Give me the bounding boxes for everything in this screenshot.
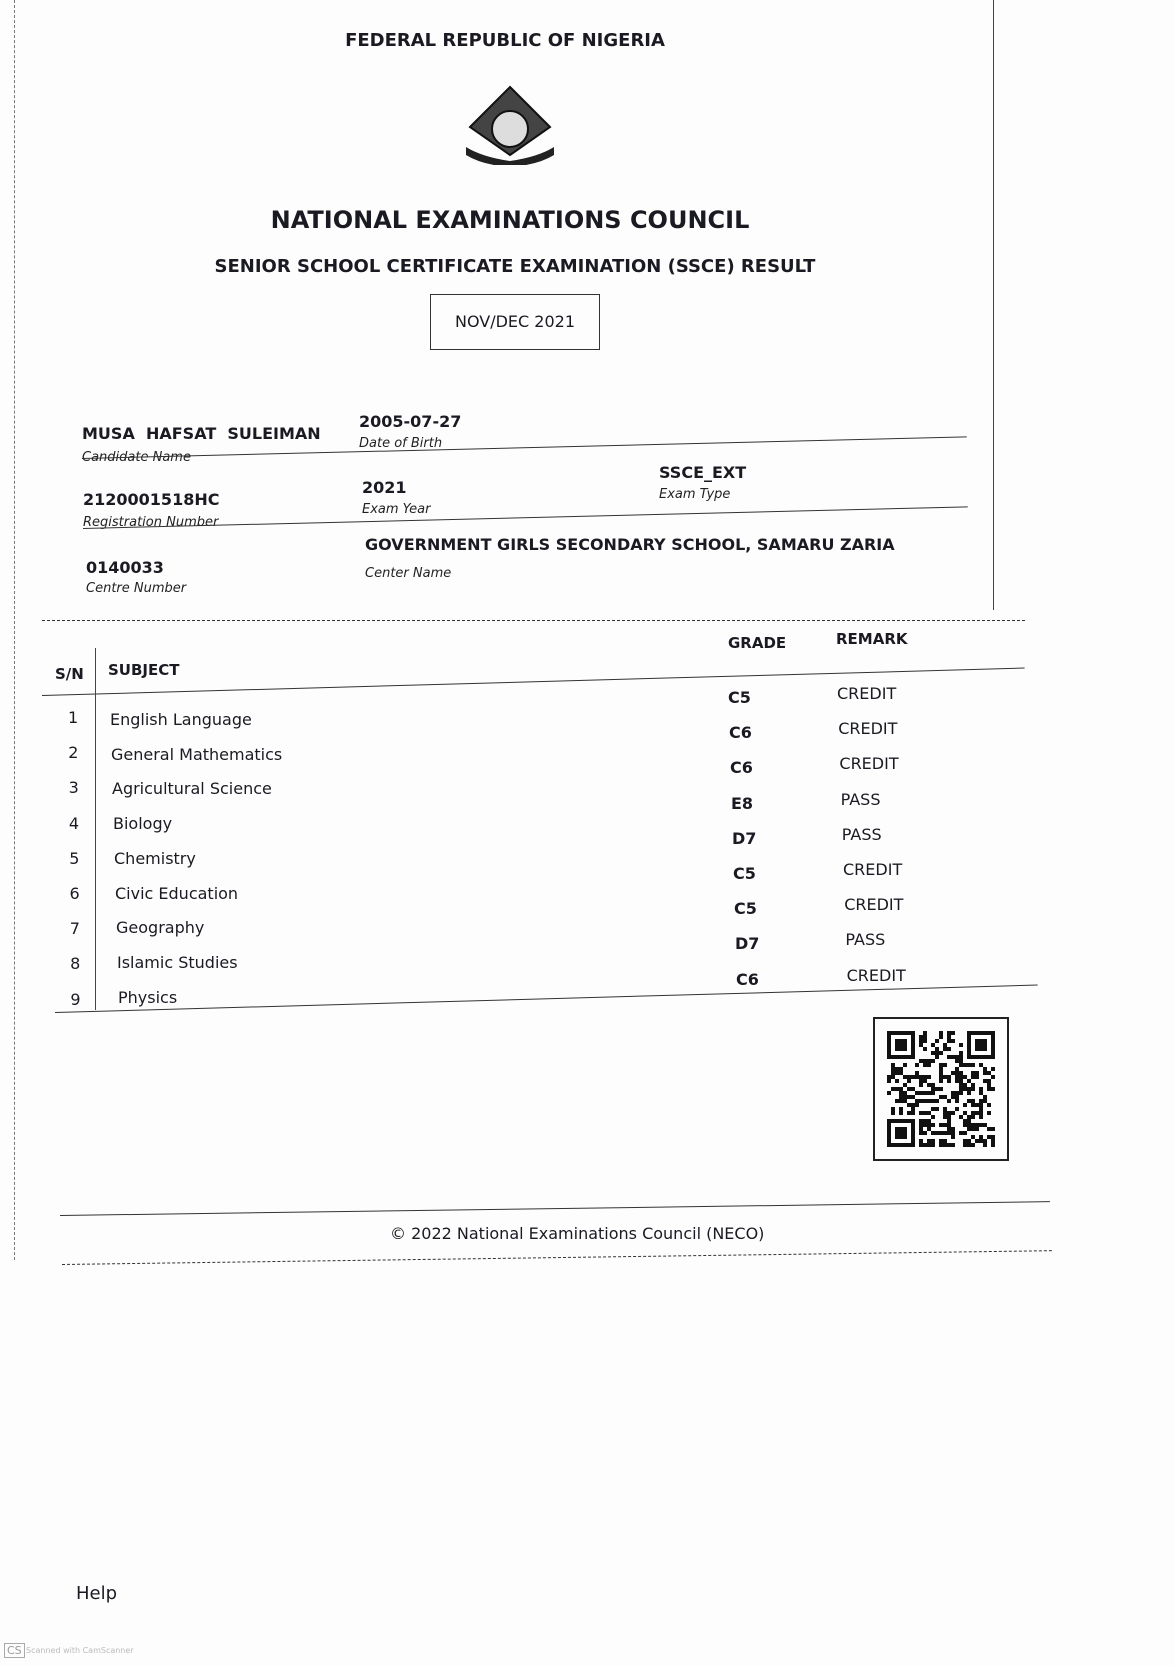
- row-remark: CREDIT: [837, 684, 897, 703]
- row-subject: Geography: [116, 918, 205, 938]
- exam-year: 2021: [362, 478, 407, 497]
- row-sn: 2: [68, 743, 79, 763]
- candidate-name-label: Candidate Name: [82, 450, 191, 465]
- council-title: NATIONAL EXAMINATIONS COUNCIL: [270, 206, 750, 234]
- row-subject: Islamic Studies: [117, 952, 238, 972]
- exam-type: SSCE_EXT: [659, 463, 747, 482]
- help-link[interactable]: Help: [76, 1583, 118, 1604]
- centre-name: GOVERNMENT GIRLS SECONDARY SCHOOL, SAMARU ZARIA: [365, 535, 895, 554]
- registration-number: 2120001518HC: [83, 490, 220, 509]
- footer-top-border: [60, 1201, 1050, 1216]
- row-remark: PASS: [845, 930, 886, 950]
- row-grade: C5: [734, 899, 757, 919]
- row-subject: Physics: [118, 987, 178, 1007]
- row-grade: D7: [735, 934, 760, 954]
- centre-name-label: Center Name: [365, 566, 452, 581]
- row-sn: 7: [69, 919, 80, 939]
- header-remark: REMARK: [836, 630, 908, 648]
- row-remark: CREDIT: [838, 719, 898, 739]
- row-sn: 4: [68, 813, 80, 833]
- row-grade: C6: [729, 723, 752, 743]
- row-remark: CREDIT: [846, 965, 906, 985]
- row-remark: CREDIT: [839, 754, 899, 774]
- row-subject: Biology: [113, 814, 173, 834]
- row-grade: E8: [731, 793, 754, 813]
- qr-pattern: [887, 1031, 995, 1147]
- row-sn: 1: [68, 708, 79, 727]
- row-grade: C6: [736, 969, 759, 989]
- page-border-left: [14, 0, 15, 1260]
- camscanner-text: Scanned with CamScanner: [26, 1646, 134, 1655]
- row-subject: Chemistry: [114, 848, 196, 868]
- row-sn: 5: [69, 848, 80, 868]
- row-subject: General Mathematics: [111, 744, 283, 764]
- registration-number-label: Registration Number: [83, 515, 219, 530]
- table-top-border: [42, 620, 1025, 621]
- row-subject: English Language: [110, 710, 252, 729]
- date-of-birth: 2005-07-27: [359, 412, 462, 431]
- row-sn: 3: [68, 778, 79, 798]
- country-heading: FEDERAL REPUBLIC OF NIGERIA: [345, 30, 665, 51]
- row-subject: Civic Education: [115, 883, 239, 903]
- camscanner-badge: CS: [4, 1643, 25, 1658]
- qr-code: [873, 1017, 1009, 1161]
- date-of-birth-label: Date of Birth: [359, 436, 443, 451]
- exam-year-label: Exam Year: [362, 502, 431, 517]
- row-grade: C5: [733, 864, 756, 883]
- candidate-name: MUSA HAFSAT SULEIMAN: [82, 424, 321, 443]
- header-subject: SUBJECT: [108, 661, 180, 679]
- centre-number: 0140033: [86, 558, 164, 577]
- header-grade: GRADE: [728, 634, 787, 652]
- footer-bottom-border: [62, 1250, 1052, 1265]
- row-remark: CREDIT: [843, 860, 903, 879]
- row-remark: PASS: [841, 824, 882, 844]
- row-sn: 6: [69, 884, 80, 903]
- page-border-right: [993, 0, 994, 610]
- session-box: NOV/DEC 2021: [430, 294, 600, 350]
- copyright: © 2022 National Examinations Council (NECO): [390, 1224, 765, 1243]
- exam-type-label: Exam Type: [659, 487, 731, 502]
- neco-logo: [462, 85, 558, 165]
- row-grade: C5: [728, 688, 751, 707]
- row-remark: CREDIT: [844, 895, 904, 915]
- exam-title: SENIOR SCHOOL CERTIFICATE EXAMINATION (SSCE) RESULT: [214, 256, 816, 277]
- header-sn: S/N: [55, 665, 84, 683]
- row-grade: D7: [732, 828, 757, 848]
- centre-number-label: Centre Number: [86, 581, 187, 596]
- row-sn: 9: [70, 989, 81, 1009]
- row-remark: PASS: [840, 789, 881, 809]
- row-subject: Agricultural Science: [112, 779, 272, 799]
- row-sn: 8: [70, 954, 81, 974]
- row-grade: C6: [730, 758, 753, 778]
